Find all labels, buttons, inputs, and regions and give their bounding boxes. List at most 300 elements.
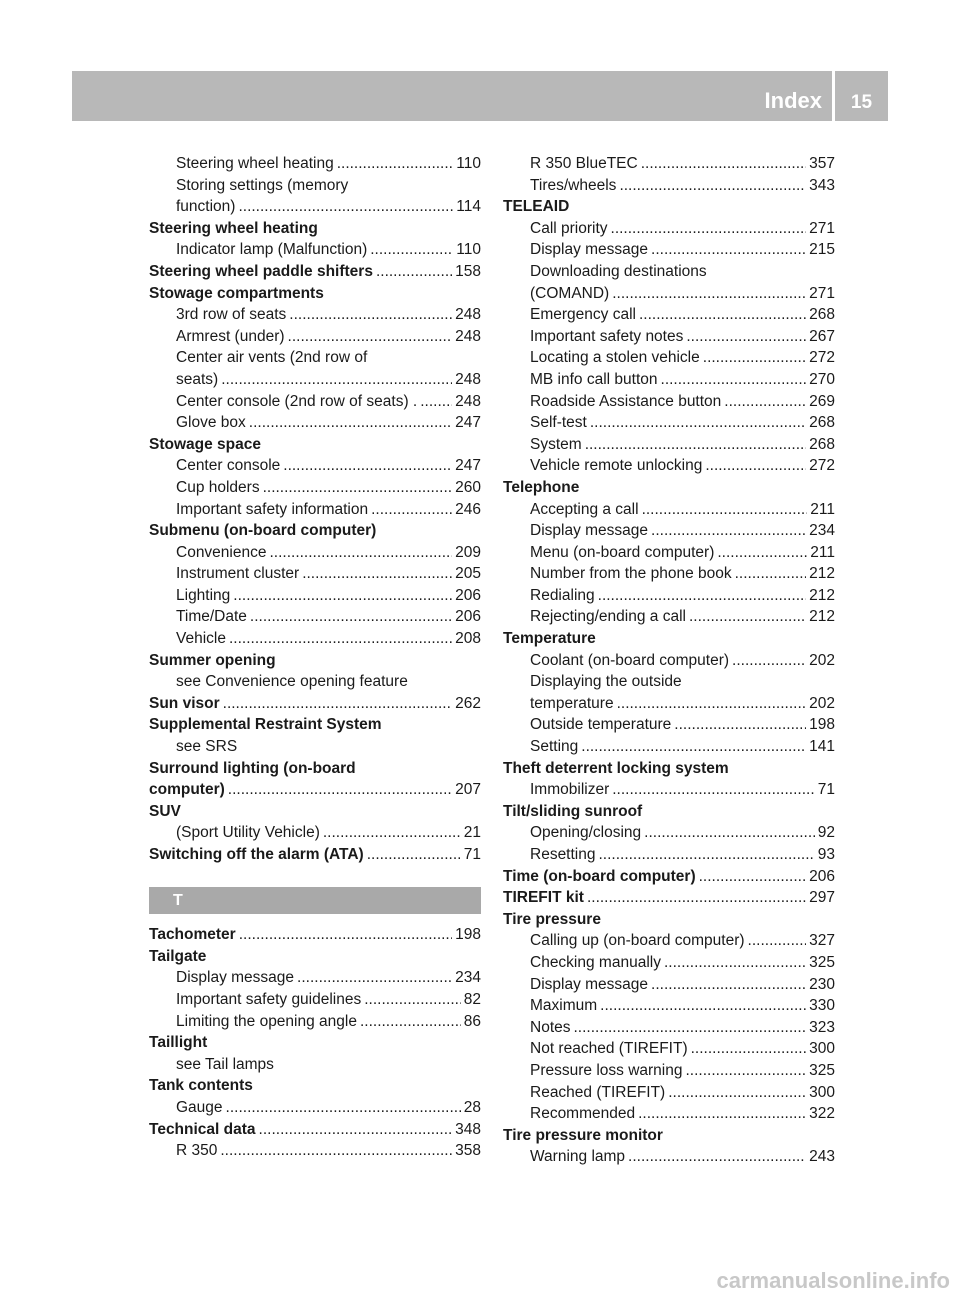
index-subentry xyxy=(503,412,835,434)
entry-text: Notes xyxy=(530,1018,571,1036)
index-entry xyxy=(149,434,481,456)
index-list-t-continued xyxy=(503,153,835,1168)
index-subentry xyxy=(149,455,481,477)
entry-heading: Switching off the alarm (ATA) xyxy=(149,846,364,863)
leader-dots xyxy=(370,239,453,261)
page-reference[interactable]: 93 xyxy=(817,846,835,863)
page-reference[interactable]: 234 xyxy=(455,969,481,987)
entry-text: Storing settings (memory xyxy=(176,176,349,194)
index-entry xyxy=(149,520,481,542)
index-subentry xyxy=(149,1011,481,1033)
page-reference[interactable]: 248 xyxy=(455,327,481,345)
entry-text: Cup holders xyxy=(176,478,260,496)
index-subentry xyxy=(503,822,835,844)
page-reference[interactable]: 234 xyxy=(809,522,835,540)
leader-dots xyxy=(724,391,806,413)
page-reference[interactable]: 110 xyxy=(456,155,481,172)
index-entry xyxy=(503,628,835,650)
leader-dots xyxy=(611,218,807,240)
index-list-t xyxy=(149,924,481,1162)
leader-dots xyxy=(302,563,452,585)
page-reference[interactable]: 202 xyxy=(809,694,835,712)
entry-text: Center console (2nd row of seats) . xyxy=(176,392,418,410)
entry-heading: Technical data xyxy=(149,1120,256,1138)
entry-heading: Tank contents xyxy=(149,1077,253,1095)
entry-heading: Taillight xyxy=(149,1034,208,1052)
leader-dots xyxy=(269,542,452,564)
entry-text: Immobilizer xyxy=(530,781,610,799)
leader-dots xyxy=(221,369,452,391)
leader-dots xyxy=(612,283,806,305)
index-subentry xyxy=(503,1103,835,1125)
leader-dots xyxy=(651,974,806,996)
page-reference[interactable]: 212 xyxy=(809,608,835,626)
leader-dots xyxy=(289,304,452,326)
index-subentry xyxy=(149,369,481,391)
page-reference[interactable]: 247 xyxy=(455,457,481,475)
index-subentry xyxy=(503,693,835,715)
index-subentry xyxy=(149,412,481,434)
entry-text: see SRS xyxy=(176,738,238,756)
section-letter: T xyxy=(173,891,183,909)
entry-heading: Temperature xyxy=(503,630,596,648)
index-subentry xyxy=(503,974,835,996)
entry-heading: computer) xyxy=(149,781,225,799)
index-subentry xyxy=(503,930,835,952)
entry-text: Outside temperature xyxy=(530,716,672,734)
index-subentry xyxy=(503,499,835,521)
leader-dots xyxy=(642,499,808,521)
page-reference[interactable]: 271 xyxy=(809,219,835,237)
leader-dots xyxy=(612,779,815,801)
leader-dots xyxy=(226,1097,461,1119)
entry-text: Menu (on-board computer) xyxy=(530,543,715,561)
entry-text: Call priority xyxy=(530,219,608,237)
index-subentry xyxy=(503,736,835,758)
page-reference[interactable]: 158 xyxy=(455,262,481,280)
index-entry xyxy=(149,650,481,672)
index-subentry xyxy=(149,1140,481,1162)
entry-text: Warning lamp xyxy=(530,1148,626,1166)
page-reference[interactable]: 114 xyxy=(456,198,481,216)
page-reference[interactable]: 205 xyxy=(455,565,481,583)
index-subentry xyxy=(503,671,835,693)
index-subentry xyxy=(149,585,481,607)
index-subentry xyxy=(149,326,481,348)
leader-dots xyxy=(288,326,453,348)
entry-text: Armrest (under) xyxy=(176,327,285,345)
leader-dots xyxy=(581,736,806,758)
page-reference[interactable]: 348 xyxy=(455,1120,481,1138)
page-reference[interactable]: 325 xyxy=(809,953,835,971)
page-reference[interactable]: 92 xyxy=(817,824,835,842)
leader-dots xyxy=(337,153,454,175)
page-reference[interactable]: 268 xyxy=(809,435,835,453)
leader-dots xyxy=(585,434,806,456)
entry-text: (Sport Utility Vehicle) xyxy=(176,824,320,842)
entry-text: Self-test xyxy=(530,414,587,432)
entry-text: (COMAND) xyxy=(530,284,610,302)
index-subentry xyxy=(503,261,835,283)
index-entry xyxy=(149,844,481,866)
index-subentry xyxy=(149,153,481,175)
page-reference[interactable]: 268 xyxy=(809,414,835,432)
leader-dots xyxy=(703,347,806,369)
entry-heading: TIREFIT kit xyxy=(503,889,584,907)
index-subentry xyxy=(503,606,835,628)
entry-text: Checking manually xyxy=(530,953,661,971)
page-reference[interactable]: 212 xyxy=(809,586,835,604)
leader-dots xyxy=(699,866,807,888)
index-subentry xyxy=(503,1146,835,1168)
page-reference[interactable]: 206 xyxy=(455,586,481,604)
index-subentry xyxy=(503,952,835,974)
entry-text: Instrument cluster xyxy=(176,565,300,583)
entry-text: 3rd row of seats xyxy=(176,306,287,324)
section-spacer xyxy=(149,866,481,888)
leader-dots xyxy=(297,967,452,989)
entry-heading: Tailgate xyxy=(149,947,207,965)
entry-text: MB info call button xyxy=(530,370,658,388)
entry-text: Steering wheel heating xyxy=(176,155,334,172)
leader-dots xyxy=(668,1082,806,1104)
leader-dots xyxy=(371,499,452,521)
leader-dots xyxy=(364,989,461,1011)
leader-dots xyxy=(748,930,807,952)
leader-dots xyxy=(420,391,452,413)
page-reference[interactable]: 208 xyxy=(455,630,481,648)
entry-text: see Tail lamps xyxy=(176,1055,274,1073)
page-reference[interactable]: 323 xyxy=(809,1018,835,1036)
leader-dots xyxy=(323,822,461,844)
page-number: 15 xyxy=(850,92,873,113)
entry-text: Pressure loss warning xyxy=(530,1061,683,1079)
leader-dots xyxy=(590,412,806,434)
entry-heading: Stowage space xyxy=(149,435,261,453)
leader-dots xyxy=(239,924,452,946)
page-reference[interactable]: 248 xyxy=(455,370,481,388)
index-entry xyxy=(503,909,835,931)
leader-dots xyxy=(233,585,452,607)
index-entry xyxy=(149,1032,481,1054)
index-subentry xyxy=(503,1038,835,1060)
entry-heading: Sun visor xyxy=(149,694,220,712)
index-entry xyxy=(149,924,481,946)
entry-heading: Tire pressure monitor xyxy=(503,1126,663,1144)
index-subentry xyxy=(149,1054,481,1076)
index-entry xyxy=(503,887,835,909)
entry-text: Lighting xyxy=(176,586,231,604)
entry-text: Center air vents (2nd row of xyxy=(176,349,368,367)
leader-dots xyxy=(651,239,806,261)
entry-text: Coolant (on-board computer) xyxy=(530,651,730,669)
entry-text: Locating a stolen vehicle xyxy=(530,349,700,367)
index-subentry xyxy=(503,542,835,564)
index-subentry xyxy=(503,239,835,261)
index-entry xyxy=(149,801,481,823)
index-column-left xyxy=(149,153,481,1162)
index-entry xyxy=(149,1119,481,1141)
index-subentry xyxy=(149,967,481,989)
page-reference[interactable]: 262 xyxy=(455,694,481,712)
entry-text: Glove box xyxy=(176,414,246,432)
leader-dots xyxy=(735,563,807,585)
entry-text: temperature xyxy=(530,694,614,712)
entry-text: Number from the phone book xyxy=(530,565,732,583)
leader-dots xyxy=(644,822,815,844)
page-reference[interactable]: 247 xyxy=(455,414,481,432)
page-reference[interactable]: 82 xyxy=(463,990,481,1008)
entry-text: Limiting the opening angle xyxy=(176,1012,357,1030)
entry-text: Roadside Assistance button xyxy=(530,392,722,410)
page-reference[interactable]: 198 xyxy=(809,716,835,734)
leader-dots xyxy=(367,844,461,866)
leader-dots xyxy=(638,1103,806,1125)
page-reference[interactable]: 212 xyxy=(809,565,835,583)
page-reference[interactable]: 86 xyxy=(463,1012,481,1030)
page-reference[interactable]: 300 xyxy=(809,1083,835,1101)
page-reference[interactable]: 21 xyxy=(463,824,481,842)
index-subentry xyxy=(149,391,481,413)
entry-text: function) xyxy=(176,198,236,216)
entry-heading: TELEAID xyxy=(503,198,570,216)
entry-text: Center console xyxy=(176,457,281,475)
leader-dots xyxy=(689,606,806,628)
entry-text: Resetting xyxy=(530,846,596,863)
index-subentry xyxy=(149,606,481,628)
entry-heading: Tire pressure xyxy=(503,910,601,928)
entry-text: Opening/closing xyxy=(530,824,642,842)
entry-heading: Stowage compartments xyxy=(149,284,324,302)
index-subentry xyxy=(503,650,835,672)
index-subentry xyxy=(149,347,481,369)
entry-text: Calling up (on-board computer) xyxy=(530,932,745,950)
leader-dots xyxy=(617,693,807,715)
index-entry xyxy=(503,866,835,888)
page-reference[interactable]: 110 xyxy=(456,241,481,259)
leader-dots xyxy=(598,585,806,607)
page-reference[interactable]: 141 xyxy=(809,738,835,756)
index-subentry xyxy=(149,628,481,650)
leader-dots xyxy=(717,542,807,564)
page-reference[interactable]: 357 xyxy=(809,155,835,172)
index-subentry xyxy=(149,542,481,564)
entry-heading: Supplemental Restraint System xyxy=(149,716,382,734)
entry-text: Display message xyxy=(530,241,649,259)
entry-text: R 350 BlueTEC xyxy=(530,155,638,172)
index-entry xyxy=(149,714,481,736)
leader-dots xyxy=(691,1038,807,1060)
leader-dots xyxy=(641,153,806,175)
watermark: carmanualsonline.info xyxy=(716,1268,950,1293)
entry-text: Vehicle xyxy=(176,630,226,648)
leader-dots xyxy=(628,1146,806,1168)
leader-dots xyxy=(674,714,806,736)
page-reference[interactable]: 343 xyxy=(809,176,835,194)
index-subentry xyxy=(503,563,835,585)
page-reference[interactable]: 327 xyxy=(809,932,835,950)
entry-text: Important safety guidelines xyxy=(176,990,362,1008)
entry-text: R 350 xyxy=(176,1142,218,1160)
page-reference[interactable]: 211 xyxy=(810,543,835,561)
leader-dots xyxy=(283,455,452,477)
index-subentry xyxy=(503,455,835,477)
index-subentry xyxy=(149,989,481,1011)
leader-dots xyxy=(587,887,806,909)
index-entry xyxy=(149,1075,481,1097)
index-subentry xyxy=(149,563,481,585)
index-subentry xyxy=(149,1097,481,1119)
page-reference[interactable]: 269 xyxy=(809,392,835,410)
leader-dots xyxy=(223,693,452,715)
index-subentry xyxy=(149,499,481,521)
index-subentry xyxy=(503,326,835,348)
page-reference[interactable]: 246 xyxy=(455,500,481,518)
leader-dots xyxy=(360,1011,461,1033)
index-subentry xyxy=(503,1060,835,1082)
index-subentry xyxy=(149,196,481,218)
page-reference[interactable]: 248 xyxy=(455,306,481,324)
section-letter-bar xyxy=(149,887,481,914)
index-entry xyxy=(149,946,481,968)
entry-text: seats) xyxy=(176,370,219,388)
index-subentry xyxy=(503,714,835,736)
index-subentry xyxy=(149,304,481,326)
entry-text: System xyxy=(530,435,582,453)
entry-text: Important safety notes xyxy=(530,327,684,345)
index-subentry xyxy=(503,175,835,197)
index-subentry xyxy=(149,239,481,261)
leader-dots xyxy=(220,1140,452,1162)
leader-dots xyxy=(574,1017,807,1039)
entry-text: Time/Date xyxy=(176,608,247,626)
index-column-right xyxy=(503,153,835,1168)
page-reference[interactable]: 211 xyxy=(810,500,835,518)
entry-text: Vehicle remote unlocking xyxy=(530,457,703,475)
leader-dots xyxy=(263,477,453,499)
page-reference[interactable]: 272 xyxy=(809,349,835,367)
page-reference[interactable]: 270 xyxy=(809,370,835,388)
entry-text: Tires/wheels xyxy=(530,176,617,194)
index-entry xyxy=(503,801,835,823)
index-entry xyxy=(503,196,835,218)
page-reference[interactable]: 206 xyxy=(809,867,835,885)
index-entry xyxy=(149,218,481,240)
entry-text: Not reached (TIREFIT) xyxy=(530,1040,688,1058)
index-entry xyxy=(503,477,835,499)
page-reference[interactable]: 297 xyxy=(809,889,835,907)
page-reference[interactable]: 330 xyxy=(809,997,835,1015)
entry-text: Redialing xyxy=(530,586,595,604)
leader-dots xyxy=(259,1119,453,1141)
index-entry xyxy=(149,779,481,801)
leader-dots xyxy=(705,455,806,477)
page-reference[interactable]: 71 xyxy=(463,846,481,863)
entry-text: Displaying the outside xyxy=(530,673,682,691)
index-entry xyxy=(149,261,481,283)
page-reference[interactable]: 28 xyxy=(463,1098,481,1116)
page-reference[interactable]: 260 xyxy=(455,478,481,496)
leader-dots xyxy=(249,412,452,434)
index-subentry xyxy=(503,218,835,240)
index-subentry xyxy=(149,822,481,844)
entry-text: Recommended xyxy=(530,1105,636,1123)
index-entry xyxy=(149,283,481,305)
index-list-s xyxy=(149,153,481,866)
index-subentry xyxy=(503,779,835,801)
entry-text: Downloading destinations xyxy=(530,262,707,280)
leader-dots xyxy=(600,995,806,1017)
page-reference[interactable]: 271 xyxy=(809,284,835,302)
entry-heading: Telephone xyxy=(503,478,580,496)
entry-heading: Tilt/sliding sunroof xyxy=(503,802,643,820)
page-reference[interactable]: 248 xyxy=(455,392,481,410)
entry-text: Important safety information xyxy=(176,500,369,518)
page-reference[interactable]: 71 xyxy=(817,781,835,799)
leader-dots xyxy=(686,326,806,348)
page-reference[interactable]: 230 xyxy=(809,975,835,993)
page-title: Index xyxy=(764,88,822,113)
entry-heading: SUV xyxy=(149,802,181,820)
index-entry xyxy=(503,1125,835,1147)
page-reference[interactable]: 322 xyxy=(809,1105,835,1123)
page-reference[interactable]: 358 xyxy=(455,1142,481,1160)
page-reference[interactable]: 207 xyxy=(455,781,481,799)
index-subentry xyxy=(503,1082,835,1104)
index-entry xyxy=(503,758,835,780)
index-subentry xyxy=(503,585,835,607)
page-reference[interactable]: 206 xyxy=(455,608,481,626)
leader-dots xyxy=(639,304,806,326)
index-subentry xyxy=(503,304,835,326)
page-reference[interactable]: 267 xyxy=(809,327,835,345)
entry-text: Gauge xyxy=(176,1098,223,1116)
page-reference[interactable]: 272 xyxy=(809,457,835,475)
page-reference[interactable]: 209 xyxy=(455,543,481,561)
page-reference[interactable]: 300 xyxy=(809,1040,835,1058)
page-reference[interactable]: 325 xyxy=(809,1061,835,1079)
leader-dots xyxy=(229,628,452,650)
entry-text: Reached (TIREFIT) xyxy=(530,1083,666,1101)
leader-dots xyxy=(661,369,807,391)
index-subentry xyxy=(503,347,835,369)
entry-heading: Surround lighting (on-board xyxy=(149,759,356,777)
page-reference[interactable]: 202 xyxy=(809,651,835,669)
index-subentry xyxy=(503,1017,835,1039)
leader-dots xyxy=(685,1060,806,1082)
index-subentry xyxy=(503,995,835,1017)
entry-text: Emergency call xyxy=(530,306,636,324)
entry-text: Accepting a call xyxy=(530,500,639,518)
entry-text: Display message xyxy=(530,522,649,540)
entry-heading: Theft deterrent locking system xyxy=(503,759,729,777)
leader-dots xyxy=(376,261,452,283)
entry-text: Setting xyxy=(530,738,579,756)
index-subentry xyxy=(149,175,481,197)
entry-heading: Time (on-board computer) xyxy=(503,867,696,885)
leader-dots xyxy=(619,175,806,197)
page-reference[interactable]: 243 xyxy=(809,1148,835,1166)
entry-text: Display message xyxy=(176,969,295,987)
leader-dots xyxy=(598,844,814,866)
leader-dots xyxy=(664,952,806,974)
page-reference[interactable]: 268 xyxy=(809,306,835,324)
entry-text: Indicator lamp (Malfunction) xyxy=(176,241,368,259)
page-reference[interactable]: 198 xyxy=(455,926,481,944)
index-entry xyxy=(149,693,481,715)
page-reference[interactable]: 215 xyxy=(809,241,835,259)
index-subentry xyxy=(503,844,835,866)
